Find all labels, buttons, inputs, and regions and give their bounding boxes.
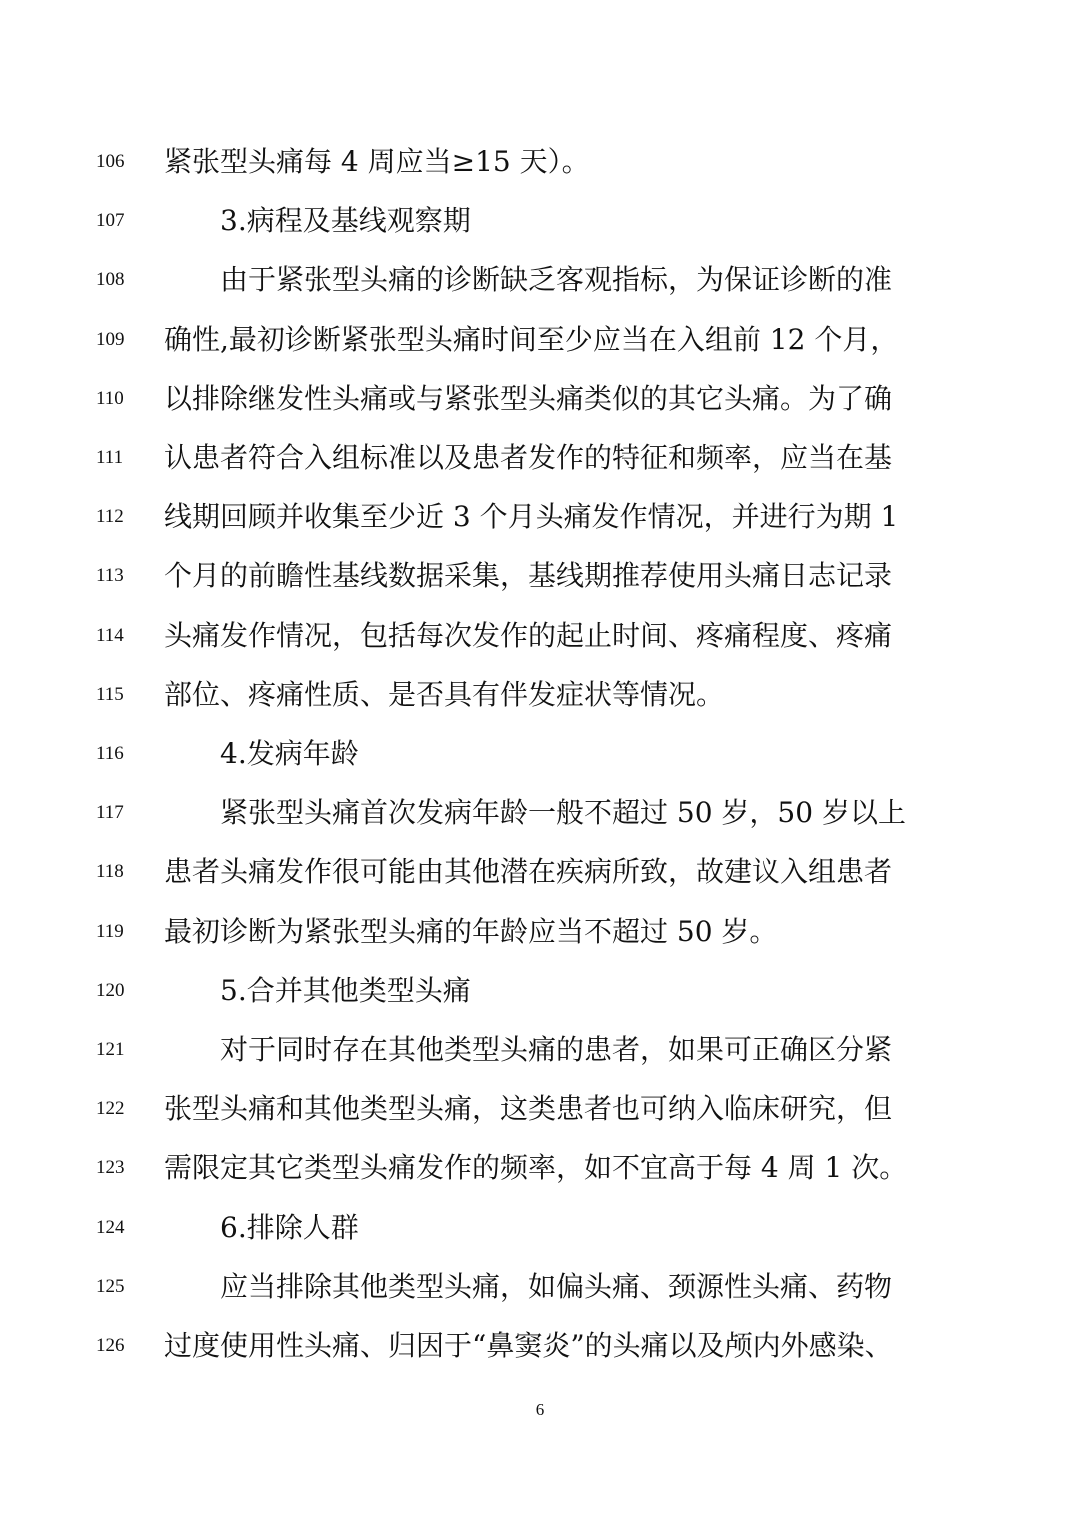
document-line: [0, 961, 1080, 1020]
line-text: 紧张型头痛每 4 周应当≥15 天）。: [164, 145, 590, 178]
line-text: 5.合并其他类型头痛: [220, 974, 471, 1007]
document-line: [0, 1020, 1080, 1079]
document-line: [0, 369, 1080, 428]
line-text: 需限定其它类型头痛发作的频率，如不宜高于每 4 周 1 次。: [164, 1151, 908, 1184]
line-text: 最初诊断为紧张型头痛的年龄应当不超过 50 岁。: [164, 915, 778, 948]
document-line: [0, 783, 1080, 842]
line-number: 126: [96, 1335, 125, 1356]
document-line: [0, 250, 1080, 309]
line-number: 114: [96, 625, 124, 646]
document-line: [0, 191, 1080, 250]
line-text: 3.病程及基线观察期: [220, 204, 471, 237]
line-number: 116: [96, 743, 124, 764]
document-line: [0, 606, 1080, 665]
line-text: 个月的前瞻性基线数据采集，基线期推荐使用头痛日志记录: [164, 559, 893, 592]
line-text: 应当排除其他类型头痛，如偏头痛、颈源性头痛、药物: [220, 1270, 893, 1303]
document-line: [0, 546, 1080, 605]
line-number: 125: [96, 1276, 125, 1297]
document-line: [0, 428, 1080, 487]
document-line: [0, 310, 1080, 369]
line-text: 线期回顾并收集至少近 3 个月头痛发作情况，并进行为期 1: [164, 500, 899, 533]
line-number: 110: [96, 388, 124, 409]
line-number: 113: [96, 565, 124, 586]
line-number: 124: [96, 1217, 125, 1238]
document-line: [0, 902, 1080, 961]
line-text: 6.排除人群: [220, 1211, 359, 1244]
line-number: 109: [96, 329, 125, 350]
line-number: 106: [96, 151, 125, 172]
line-number: 122: [96, 1098, 125, 1119]
line-text: 张型头痛和其他类型头痛，这类患者也可纳入临床研究，但: [164, 1092, 893, 1125]
line-text: 对于同时存在其他类型头痛的患者，如果可正确区分紧: [220, 1033, 893, 1066]
line-text: 4.发病年龄: [220, 737, 359, 770]
line-text: 以排除继发性头痛或与紧张型头痛类似的其它头痛。为了确: [164, 382, 893, 415]
line-text: 由于紧张型头痛的诊断缺乏客观指标，为保证诊断的准: [220, 263, 893, 296]
line-number: 108: [96, 269, 125, 290]
page-number: 6: [535, 1400, 545, 1419]
line-text: 紧张型头痛首次发病年龄一般不超过 50 岁，50 岁以上: [220, 796, 906, 829]
document-line: [0, 1198, 1080, 1257]
document-line: [0, 132, 1080, 191]
document-line: [0, 724, 1080, 783]
document-line: [0, 487, 1080, 546]
document-line: [0, 1257, 1080, 1316]
line-number: 107: [96, 210, 125, 231]
line-number: 120: [96, 980, 125, 1001]
line-number: 119: [96, 921, 124, 942]
line-number: 115: [96, 684, 124, 705]
line-number: 111: [96, 447, 124, 468]
line-number: 112: [96, 506, 124, 527]
line-number: 123: [96, 1157, 125, 1178]
document-line: [0, 1138, 1080, 1197]
line-number: 121: [96, 1039, 125, 1060]
line-number: 117: [96, 802, 124, 823]
line-text: 头痛发作情况，包括每次发作的起止时间、疼痛程度、疼痛: [164, 619, 893, 652]
document-line: [0, 1079, 1080, 1138]
line-text: 部位、疼痛性质、是否具有伴发症状等情况。: [164, 678, 725, 711]
line-text: 认患者符合入组标准以及患者发作的特征和频率，应当在基: [164, 441, 893, 474]
document-line: [0, 665, 1080, 724]
line-text: 患者头痛发作很可能由其他潜在疾病所致，故建议入组患者: [164, 855, 893, 888]
line-number: 118: [96, 861, 124, 882]
document-line: [0, 842, 1080, 901]
document-line: [0, 1316, 1080, 1375]
line-text: 确性,最初诊断紧张型头痛时间至少应当在入组前 12 个月，: [164, 323, 899, 356]
line-text: 过度使用性头痛、归因于“鼻窦炎”的头痛以及颅内外感染、: [164, 1329, 893, 1362]
